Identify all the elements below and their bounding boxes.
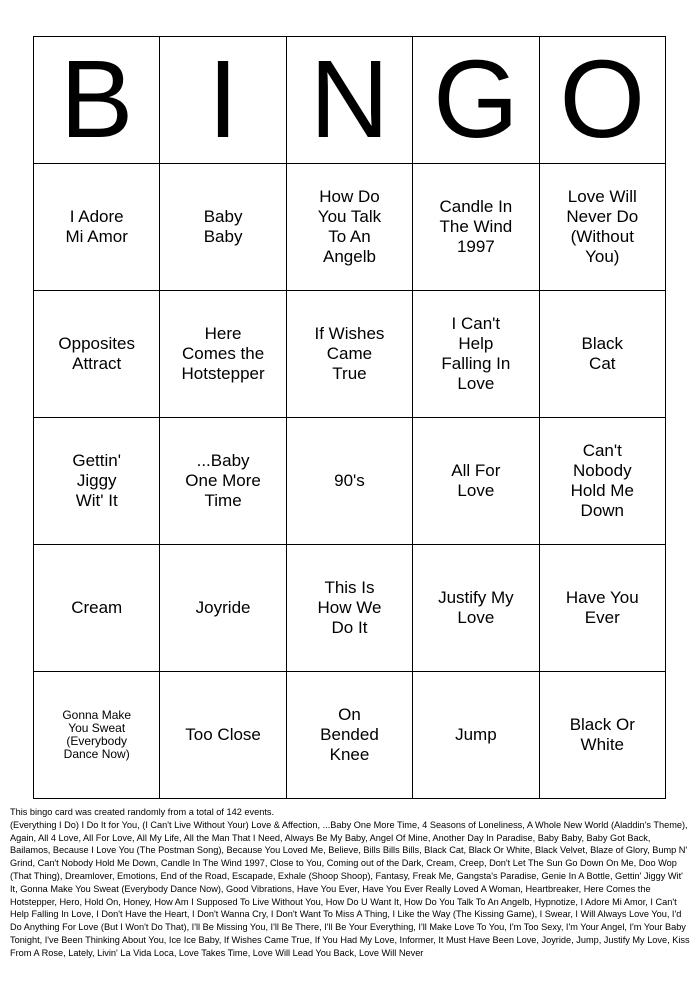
bingo-row <box>34 291 666 418</box>
bingo-cell: Joyride <box>160 545 286 672</box>
card-footer <box>10 806 690 998</box>
header-letter-b: B <box>34 37 160 164</box>
bingo-row <box>34 672 666 799</box>
bingo-cell: I Adore Mi Amor <box>34 164 160 291</box>
bingo-cell: ...Baby One More Time <box>160 418 286 545</box>
bingo-row <box>34 164 666 291</box>
bingo-cell: Opposites Attract <box>34 291 160 418</box>
bingo-cell: Black Cat <box>539 291 665 418</box>
bingo-cell: Cream <box>34 545 160 672</box>
bingo-cell: Justify My Love <box>413 545 539 672</box>
bingo-cell: Jump <box>413 672 539 799</box>
header-letter-g: G <box>413 37 539 164</box>
bingo-row <box>34 545 666 672</box>
bingo-cell: Love Will Never Do (Without You) <box>539 164 665 291</box>
bingo-cell: I Can't Help Falling In Love <box>413 291 539 418</box>
card-summary: This bingo card was created randomly from a total of 142 events. <box>10 807 275 817</box>
bingo-cell: Can't Nobody Hold Me Down <box>539 418 665 545</box>
header-letter-n: N <box>286 37 412 164</box>
header-letter-i: I <box>160 37 286 164</box>
bingo-cell: This Is How We Do It <box>286 545 412 672</box>
bingo-header-row <box>34 37 666 164</box>
bingo-cell: Have You Ever <box>539 545 665 672</box>
bingo-card <box>33 36 666 799</box>
bingo-cell: On Bended Knee <box>286 672 412 799</box>
bingo-cell: How Do You Talk To An Angelb <box>286 164 412 291</box>
event-list: (Everything I Do) I Do It for You, (I Can't Live Without Your) Love & Affection, ...Baby One More Time, 4 Seasons of Loneliness, A Whole New World (Aladdin's Theme), Again, All 4 Love, All For Love, All My Life, All the Man That I Need, Always Be My Baby, Angel Of Mine, Another Day In Paradise, Baby Baby, Baby Got Back, Bailamos, Because I Love You (The Postman Song), Because You Loved Me, Believe, Bills Bills Bills, Black Cat, Black Or White, Black Velvet, Blaze of Glory, Bump N' Grind, Can't Nobody Hold Me Down, Candle In The Wind 1997, Close to You, Coming out of the Dark, Cream, Creep, Don't Let The Sun Go Down On Me, Doo Wop (That Thing), Dreamlover, Emotions, End of the Road, Escapade, Exhale (Shoop Shoop), Fantasy, Freak Me, Gangsta's Paradise, Genie In A Bottle, Gettin' Jiggy Wit' It, Gonna Make You Sweat (Everybody Dance Now), Good Vibrations, Have You Ever, Have You Ever Really Loved A Woman, Heartbreaker, Here Comes the Hotstepper, Hero, Hold On, Honey, How Am I Supposed To Live Without You, How Do U Want It, How Do You Talk To An Angelb, Hypnotize, I Adore Mi Amor, I Can't Help Falling In Love, I Don't Have the Heart, I Don't Wanna Cry, I Don't Want To Miss A Thing, I Like the Way (The Kissing Game), I Swear, I Will Always Love You, I'd Do Anything For Love (But I Won't Do That), I'll Be Missing You, I'll Be There, I'll Be Your Everything, I'll Make Love To You, I'm Too Sexy, I'm Your Angel, I'm Your Baby Tonight, I've Been Thinking About You, Ice Ice Baby, If Wishes Came True, If You Had My Love, Informer, It Must Have Been Love, Joyride, Jump, Justify My Love, Kiss From A Rose, Lately, Livin' La Vida Loca, Love Takes Time, Love Will Lead You Back, Love Will Never <box>10 819 690 958</box>
bingo-cell: Baby Baby <box>160 164 286 291</box>
bingo-row <box>34 418 666 545</box>
header-letter-o: O <box>539 37 665 164</box>
bingo-cell-center: 90's <box>286 418 412 545</box>
bingo-cell: All For Love <box>413 418 539 545</box>
bingo-cell: Candle In The Wind 1997 <box>413 164 539 291</box>
bingo-cell: Black Or White <box>539 672 665 799</box>
bingo-cell: Here Comes the Hotstepper <box>160 291 286 418</box>
bingo-cell: Gettin' Jiggy Wit' It <box>34 418 160 545</box>
bingo-cell: Gonna Make You Sweat (Everybody Dance Now) <box>34 672 160 799</box>
bingo-cell: If Wishes Came True <box>286 291 412 418</box>
bingo-cell: Too Close <box>160 672 286 799</box>
